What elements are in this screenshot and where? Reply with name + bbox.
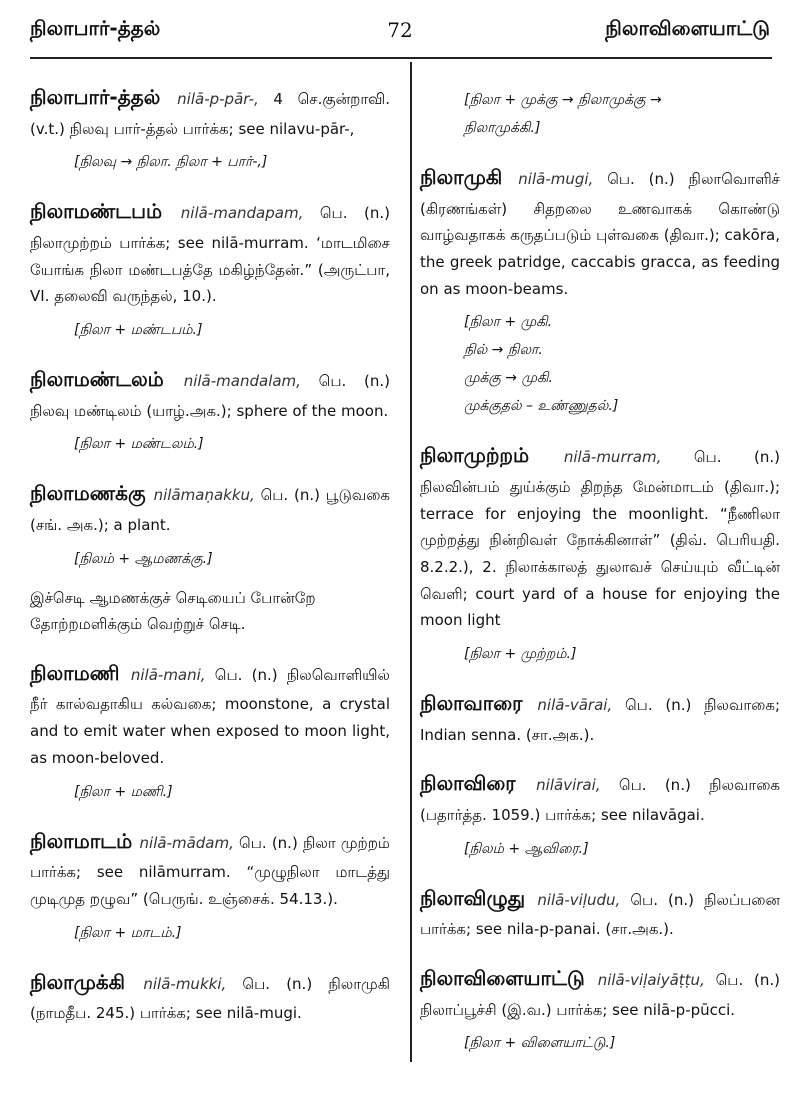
entry-text <box>420 160 780 302</box>
dictionary-entry <box>30 194 390 344</box>
entry-text <box>30 965 390 1027</box>
etymology-line: [நிலா + மண்டலம்.] <box>74 436 204 453</box>
entry-definition: பெ. (n.) நிலவின்பம் துய்க்கும் திறந்த மேன்மாடம் (திவா.); terrace for enjoying the moonlight. “நீணிலா முற்றத்து நின்றிவள் நோக்கினாள்” (திவ். பெரியதி. 8.2.2.), 2. நிலாக்காலத் துலாவச் செய்யும் வீட்டின் வெளி; court yard of a house for enjoying the moon light <box>420 448 780 630</box>
page-number: 72 <box>387 18 413 42</box>
entry-romanized: nilā-mādam, <box>139 833 240 852</box>
etymology-line: [நிலா + முகி. <box>464 314 553 331</box>
entry-definition: பெ. (n.) நிலாமுற்றம் பார்க்க; see nilā-murram. ‘மாடமிசை யோங்க நிலா மண்டபத்தே மகிழ்ந்தேன்.” (அருட்பா, VI. தலைவி வருந்தல், 10.). <box>30 204 390 306</box>
entry-text <box>30 194 390 310</box>
entry-text <box>420 686 780 748</box>
header-right-guideword: நிலாவிளையாட்டு <box>605 16 770 40</box>
dictionary-entry <box>420 881 780 943</box>
entry-headword: நிலாமணி <box>30 660 131 685</box>
entry-etymology <box>30 545 390 573</box>
etymology-line: [நிலா + மண்டபம்.] <box>74 321 203 338</box>
entry-headword: நிலாமுகி <box>420 165 519 189</box>
entry-headword: நிலாவிழுது <box>420 885 538 910</box>
entry-romanized: nilā-mukki, <box>143 974 243 993</box>
etymology-line: [நிலா + முக்கு → நிலாமுக்கு → <box>464 92 662 108</box>
entry-etymology <box>30 316 390 344</box>
entry-definition: பெ. (n.) நிலப்பனை பார்க்க; see nila-p-panai. (சா.அக.). <box>420 890 781 939</box>
dictionary-entry <box>30 362 390 458</box>
etymology-line: [நிலம் + ஆமணக்கு.] <box>74 550 213 567</box>
etymology-line: [நிலவு → நிலா. நிலா + பார்-,] <box>74 154 268 171</box>
entry-text <box>30 476 390 538</box>
entry-etymology <box>30 148 390 176</box>
etymology-line: [நிலம் + ஆவிரை.] <box>464 840 589 857</box>
etymology-line: [நிலா + மாடம்.] <box>74 924 182 941</box>
etymology-line: நிலாமுக்கி.] <box>464 120 541 136</box>
etymology-line: முக்கு → முகி. <box>464 370 553 387</box>
entry-text <box>30 656 390 772</box>
entry-headword: நிலாவாரை <box>420 691 538 716</box>
etymology-line: [நிலா + விளையாட்டு.] <box>464 1035 616 1052</box>
entry-definition: பெ. (n.) பூடுவகை (சங். அக.); a plant. <box>30 486 390 534</box>
entry-headword: நிலாமாடம் <box>30 828 140 853</box>
right-column <box>420 80 780 1075</box>
entry-text <box>420 881 780 943</box>
entry-etymology <box>30 778 390 806</box>
entry-romanized: nilā-mugi, <box>518 170 608 188</box>
entry-definition: பெ. (n.) நிலாமுகி (நாமதீப. 245.) பார்க்க; see nilā-mugi. <box>30 974 390 1023</box>
dictionary-entry <box>30 824 390 947</box>
dictionary-entry <box>30 965 390 1027</box>
page-header <box>30 10 770 50</box>
entry-etymology <box>420 86 780 142</box>
entry-headword: நிலாமணக்கு <box>30 481 154 506</box>
entry-romanized: nilā-mandalam, <box>183 371 319 390</box>
entry-headword: நிலாவிரை <box>420 771 537 796</box>
entry-definition: பெ. (n.) நிலாப்பூச்சி (இ.வ.) பார்க்க; see nilā-p-pūcci. <box>420 970 780 1019</box>
dictionary-entry <box>420 438 780 668</box>
etymology-line: [நிலா + மணி.] <box>74 783 173 800</box>
entry-romanized: nilāvirai, <box>536 776 619 795</box>
entry-definition: பெ. (n.) நிலாவொளிச் (கிரணங்கள்) சிதறலை உணவாகக் கொண்டு வாழ்வதாகக் கருதப்படும் புள்வகை (திவா.); cakōra, the greek patridge, caccabis gracca, as feeding on as moon-beams. <box>420 170 780 298</box>
entry-text <box>30 824 390 913</box>
column-divider <box>410 62 412 1062</box>
entry-headword: நிலாமண்டபம் <box>30 199 181 224</box>
dictionary-entry <box>420 766 780 862</box>
entry-text <box>30 80 390 142</box>
left-column <box>30 80 390 1045</box>
entry-etymology <box>420 835 780 863</box>
entry-text <box>420 438 780 634</box>
entry-romanized: nilā-mandapam, <box>180 204 320 223</box>
dictionary-entry <box>420 86 780 142</box>
entry-definition: பெ. (n.) நிலவு மண்டிலம் (யாழ்.அக.); sphere of the moon. <box>30 371 390 420</box>
entry-note: இச்செடி ஆமணக்குச் செடியைப் போன்றே தோற்றமளிக்கும் வெற்றுச் செடி. <box>30 588 316 634</box>
entry-headword: நிலாமண்டலம் <box>30 366 184 391</box>
entry-romanized: nilā-viḷudu, <box>537 890 631 909</box>
entry-etymology <box>420 1029 780 1057</box>
dictionary-entry <box>30 476 390 638</box>
entry-etymology <box>30 430 390 458</box>
dictionary-entry <box>420 686 780 748</box>
entry-definition: பெ. (n.) நிலா முற்றம் பார்க்க; see nilāmurram. “முழுநிலா மாடத்து முடிமுத றழுவ” (பெருங். உஞ்சைக். 54.13.). <box>30 833 390 908</box>
entry-definition: பெ. (n.) நிலவொளியில் நீர் கால்வதாகிய கல்வகை; moonstone, a crystal and to emit water when exposed to moon light, as moon-beloved. <box>30 665 390 767</box>
entry-headword: நிலாவிளையாட்டு <box>420 965 598 990</box>
entry-definition: பெ. (n.) நிலவாகை; Indian senna. (சா.அக.). <box>420 696 781 744</box>
etymology-line: [நிலா + முற்றம்.] <box>464 646 577 663</box>
entry-headword: நிலாமுற்றம் <box>420 443 564 468</box>
entry-headword: நிலாமுக்கி <box>30 969 144 994</box>
dictionary-entry <box>420 160 780 420</box>
entry-text <box>420 766 780 828</box>
entry-etymology <box>30 919 390 947</box>
entry-romanized: nilā-mani, <box>130 665 215 684</box>
entry-text <box>30 362 390 424</box>
entry-romanized: nilāmaṇakku, <box>153 486 261 505</box>
dictionary-entry <box>30 80 390 176</box>
entry-etymology <box>420 640 780 668</box>
entry-definition: 4 செ.குன்றாவி. (v.t.) நிலவு பார்-த்தல் பார்க்க; see nilavu-pār-, <box>30 90 390 138</box>
entry-headword: நிலாபார்-த்தல் <box>30 85 178 109</box>
entry-romanized: nilā-viḷaiyāṭṭu, <box>597 970 716 989</box>
dictionary-entry <box>30 656 390 806</box>
header-rule <box>30 57 772 59</box>
dictionary-entry <box>420 961 780 1057</box>
entry-text <box>420 961 780 1023</box>
header-left-guideword: நிலாபார்-த்தல் <box>30 16 161 40</box>
entry-romanized: nilā-murram, <box>563 448 694 467</box>
entry-definition: பெ. (n.) நிலவாகை (பதார்த்த. 1059.) பார்க்க; see nilavāgai. <box>420 776 781 824</box>
entry-etymology <box>420 308 780 420</box>
etymology-line: நில் → நிலா. <box>464 342 543 359</box>
entry-romanized: nilā-p-pār-, <box>177 90 274 108</box>
entry-romanized: nilā-vārai, <box>537 696 625 715</box>
etymology-line: முக்குதல் – உண்ணுதல்.] <box>464 398 619 415</box>
